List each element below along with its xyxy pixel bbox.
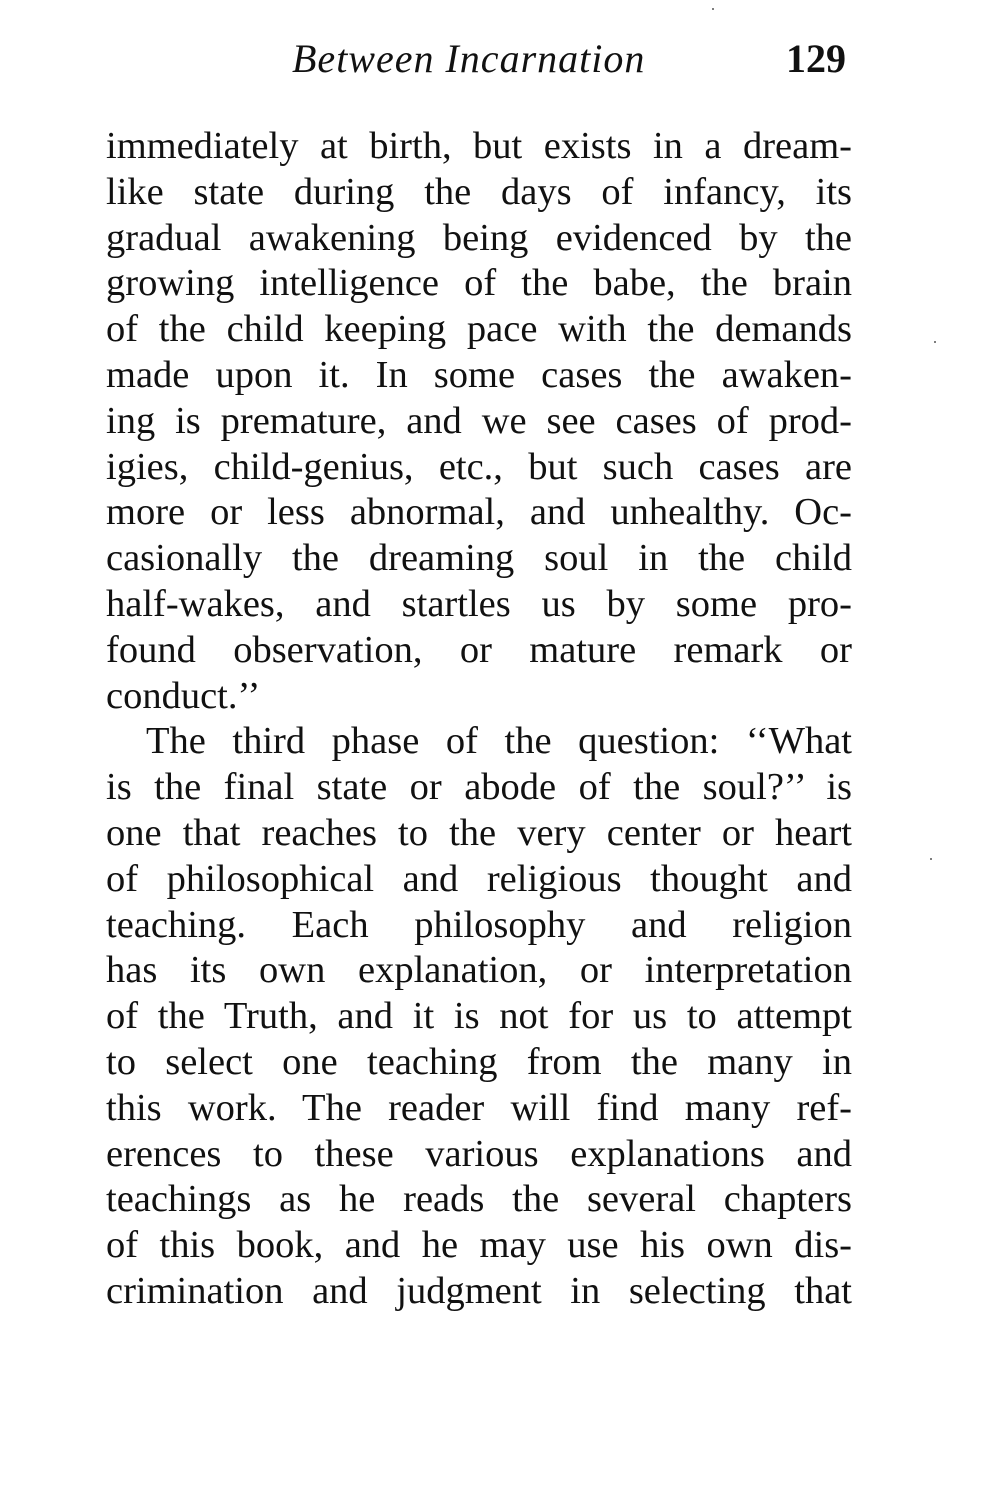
text-line: half-wakes, and startles us by some pro- [106,582,852,625]
text-line: teachings as he reads the several chapters [106,1178,852,1221]
text-line: growing intelligence of the babe, the brain [106,262,852,305]
text-line: found observation, or mature remark or [106,628,852,671]
text-line: igies, child-genius, etc., but such cases are [106,445,852,488]
scan-speck [934,341,936,343]
text-line: casionally the dreaming soul in the child [106,537,852,580]
text-line: to select one teaching from the many in [106,1040,852,1083]
page-number: 129 [786,36,846,81]
text-line: of the child keeping pace with the demands [106,308,852,351]
text-line: ing is premature, and we see cases of prod- [106,399,852,442]
body-text [106,124,852,1315]
paragraph-2 [106,719,852,1314]
text-line: is the final state or abode of the soul?’’ is [106,766,852,809]
text-line: crimination and judgment in selecting that [106,1269,852,1312]
running-head [0,36,1000,86]
text-line: erences to these various explanations and [106,1132,852,1175]
text-line: more or less abnormal, and unhealthy. Oc- [106,491,852,534]
text-line: The third phase of the question: ‘‘What [146,720,852,763]
text-line: teaching. Each philosophy and religion [106,903,852,946]
text-line: like state during the days of infancy, its [106,170,852,213]
text-line: one that reaches to the very center or heart [106,811,852,854]
text-line: of this book, and he may use his own dis- [106,1224,852,1267]
text-line: conduct.’’ [106,674,261,717]
text-line: immediately at birth, but exists in a dream- [106,125,852,167]
running-title: Between Incarnation [292,36,646,81]
text-line: of philosophical and religious thought and [106,857,852,900]
text-line: this work. The reader will find many ref- [106,1086,852,1129]
paragraph-1 [106,124,852,719]
text-line: made upon it. In some cases the awaken- [106,353,852,396]
text-line: gradual awakening being evidenced by the [106,216,852,259]
scan-speck [712,8,714,10]
text-line: has its own explanation, or interpretation [106,949,852,992]
text-line: of the Truth, and it is not for us to attempt [106,995,852,1038]
scan-speck [930,858,932,860]
